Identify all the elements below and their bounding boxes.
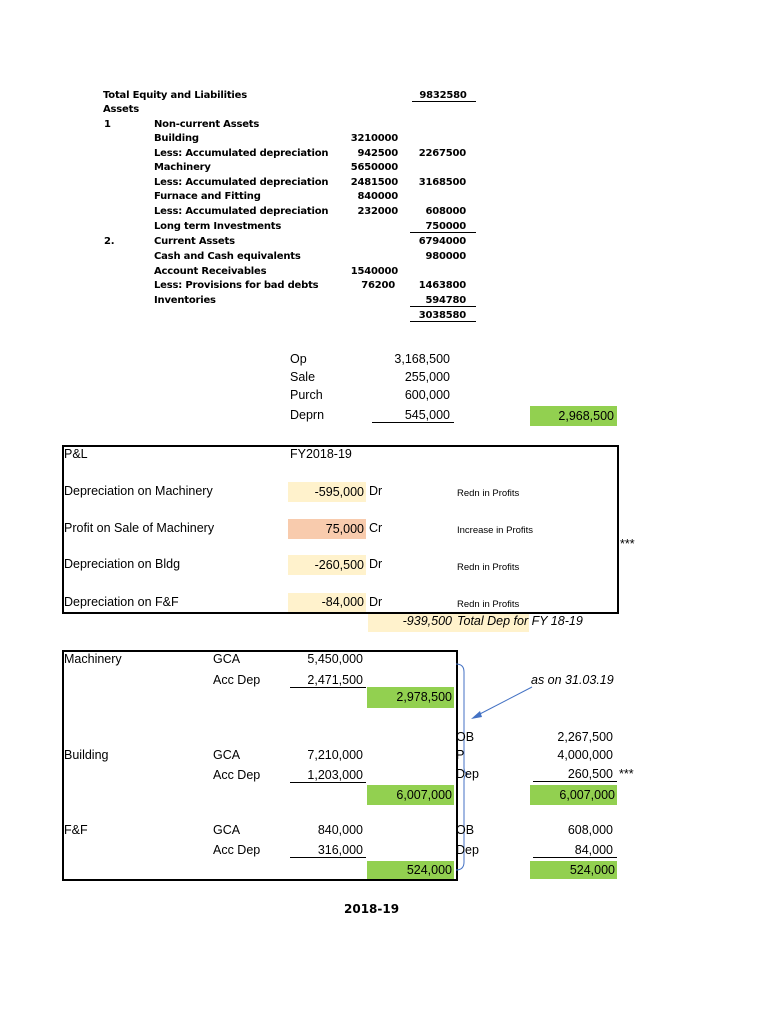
ff-dep-value: 84,000	[533, 843, 617, 858]
machinery-gca-label: GCA	[213, 652, 241, 666]
non-current-assets-title: Non-current Assets	[154, 119, 260, 130]
building-net-value: 2267500	[418, 148, 466, 159]
pl-title: P&L	[64, 447, 88, 461]
ff-dep-label: Dep	[456, 843, 479, 857]
building-accdep-value: 1,203,000	[290, 768, 366, 783]
ff-accdep-value: 316,000	[290, 843, 366, 858]
building-net-value: 6,007,000	[367, 785, 454, 805]
machinery-accdep-label: Acc Dep	[213, 673, 261, 687]
machinery-label: Machinery	[154, 162, 211, 173]
machinery-acc-dep-label: Less: Accumulated depreciation	[154, 177, 329, 188]
pl-row-value: -84,000	[288, 593, 366, 612]
building-label: Building	[154, 133, 199, 144]
ff-net-value: 524,000	[367, 861, 454, 879]
furnace-value: 840000	[357, 191, 398, 202]
building-asset-label: Building	[64, 748, 109, 762]
pl-row-label: Depreciation on Bldg	[64, 557, 181, 571]
machinery-accdep-value: 2,471,500	[290, 673, 366, 688]
machinery-net-value: 3168500	[418, 177, 466, 188]
calc-result: 2,968,500	[530, 406, 617, 426]
pl-row-drcr: Dr	[369, 484, 383, 498]
pl-row-label: Profit on Sale of Machinery	[64, 521, 215, 535]
pl-row-drcr: Dr	[369, 595, 383, 609]
pl-row-note: Redn in Profits	[457, 562, 520, 573]
deprn-value: 545,000	[372, 408, 454, 423]
footer-year: 2018-19	[344, 902, 400, 916]
machinery-value: 5650000	[350, 162, 398, 173]
total-equity-value: 9832580	[412, 90, 476, 102]
pl-row-drcr: Cr	[369, 521, 383, 535]
ff-gca-value: 840,000	[317, 823, 363, 837]
ff-recon-net: 524,000	[530, 861, 617, 879]
total-dep-label: Total Dep for FY 18-19	[457, 614, 583, 628]
lti-value: 750000	[410, 221, 476, 233]
purch-label: Purch	[290, 388, 323, 402]
ff-asset-label: F&F	[64, 823, 88, 837]
building-gca-label: GCA	[213, 748, 241, 762]
bad-debts-value: 76200	[361, 280, 395, 291]
pl-row-value: -260,500	[288, 555, 366, 575]
pl-row-label: Depreciation on F&F	[64, 595, 179, 609]
section-1-number: 1	[104, 119, 111, 130]
bldg-dep-value: 260,500	[533, 767, 617, 782]
ff-accdep-label: Acc Dep	[213, 843, 261, 857]
building-value: 3210000	[350, 133, 398, 144]
pl-stars: ***	[620, 537, 635, 551]
machinery-asset-label: Machinery	[64, 652, 122, 666]
pl-row-note: Redn in Profits	[457, 599, 520, 610]
pl-row-value: -595,000	[288, 482, 366, 502]
ff-gca-label: GCA	[213, 823, 241, 837]
ff-ob-value: 608,000	[567, 823, 613, 837]
bldg-p-value: 4,000,000	[557, 748, 613, 762]
purch-value: 600,000	[404, 388, 450, 402]
machinery-acc-dep-value: 2481500	[350, 177, 398, 188]
ar-label: Account Receivables	[154, 266, 267, 277]
machinery-gca-value: 5,450,000	[307, 652, 363, 666]
furnace-label: Furnace and Fitting	[154, 191, 261, 202]
bldg-dep-label: Dep	[456, 767, 479, 781]
pl-row-drcr: Dr	[369, 557, 383, 571]
bldg-ob-label: OB	[456, 730, 475, 744]
bldg-p-label: P	[456, 748, 465, 762]
building-gca-value: 7,210,000	[307, 748, 363, 762]
machinery-net-value: 2,978,500	[367, 687, 454, 708]
lti-label: Long term Investments	[154, 221, 282, 232]
pl-row-label: Depreciation on Machinery	[64, 484, 213, 498]
inventories-value: 594780	[410, 295, 476, 307]
ff-ob-label: OB	[456, 823, 475, 837]
current-assets-total: 6794000	[418, 236, 466, 247]
current-assets-title: Current Assets	[154, 236, 235, 247]
as-on-date-note: as on 31.03.19	[531, 673, 614, 687]
cash-label: Cash and Cash equivalents	[154, 251, 301, 262]
assets-label: Assets	[103, 104, 139, 115]
bad-debts-label: Less: Provisions for bad debts	[154, 280, 319, 291]
building-accdep-label: Acc Dep	[213, 768, 261, 782]
building-acc-dep-label: Less: Accumulated depreciation	[154, 148, 329, 159]
ar-net-value: 1463800	[418, 280, 466, 291]
sale-label: Sale	[290, 370, 316, 384]
op-value: 3,168,500	[394, 352, 450, 366]
sale-value: 255,000	[404, 370, 450, 384]
pl-row-note: Redn in Profits	[457, 488, 520, 499]
furnace-acc-dep-value: 232000	[357, 206, 398, 217]
total-equity-label: Total Equity and Liabilities	[103, 90, 247, 101]
pl-row-note: Increase in Profits	[457, 525, 534, 536]
final-total-value: 3038580	[410, 310, 476, 322]
furnace-acc-dep-label: Less: Accumulated depreciation	[154, 206, 329, 217]
op-label: Op	[290, 352, 307, 366]
pl-row-value: 75,000	[288, 519, 366, 539]
pl-period: FY2018-19	[290, 447, 352, 461]
furnace-net-value: 608000	[425, 206, 466, 217]
bldg-recon-net: 6,007,000	[530, 785, 617, 805]
bldg-dep-stars: ***	[619, 767, 634, 781]
ar-value: 1540000	[350, 266, 398, 277]
bldg-ob-value: 2,267,500	[557, 730, 613, 744]
building-acc-dep-value: 942500	[357, 148, 398, 159]
cash-value: 980000	[425, 251, 466, 262]
inventories-label: Inventories	[154, 295, 216, 306]
total-dep-value: -939,500	[402, 614, 452, 628]
deprn-label: Deprn	[290, 408, 325, 422]
section-2-number: 2.	[104, 236, 115, 247]
